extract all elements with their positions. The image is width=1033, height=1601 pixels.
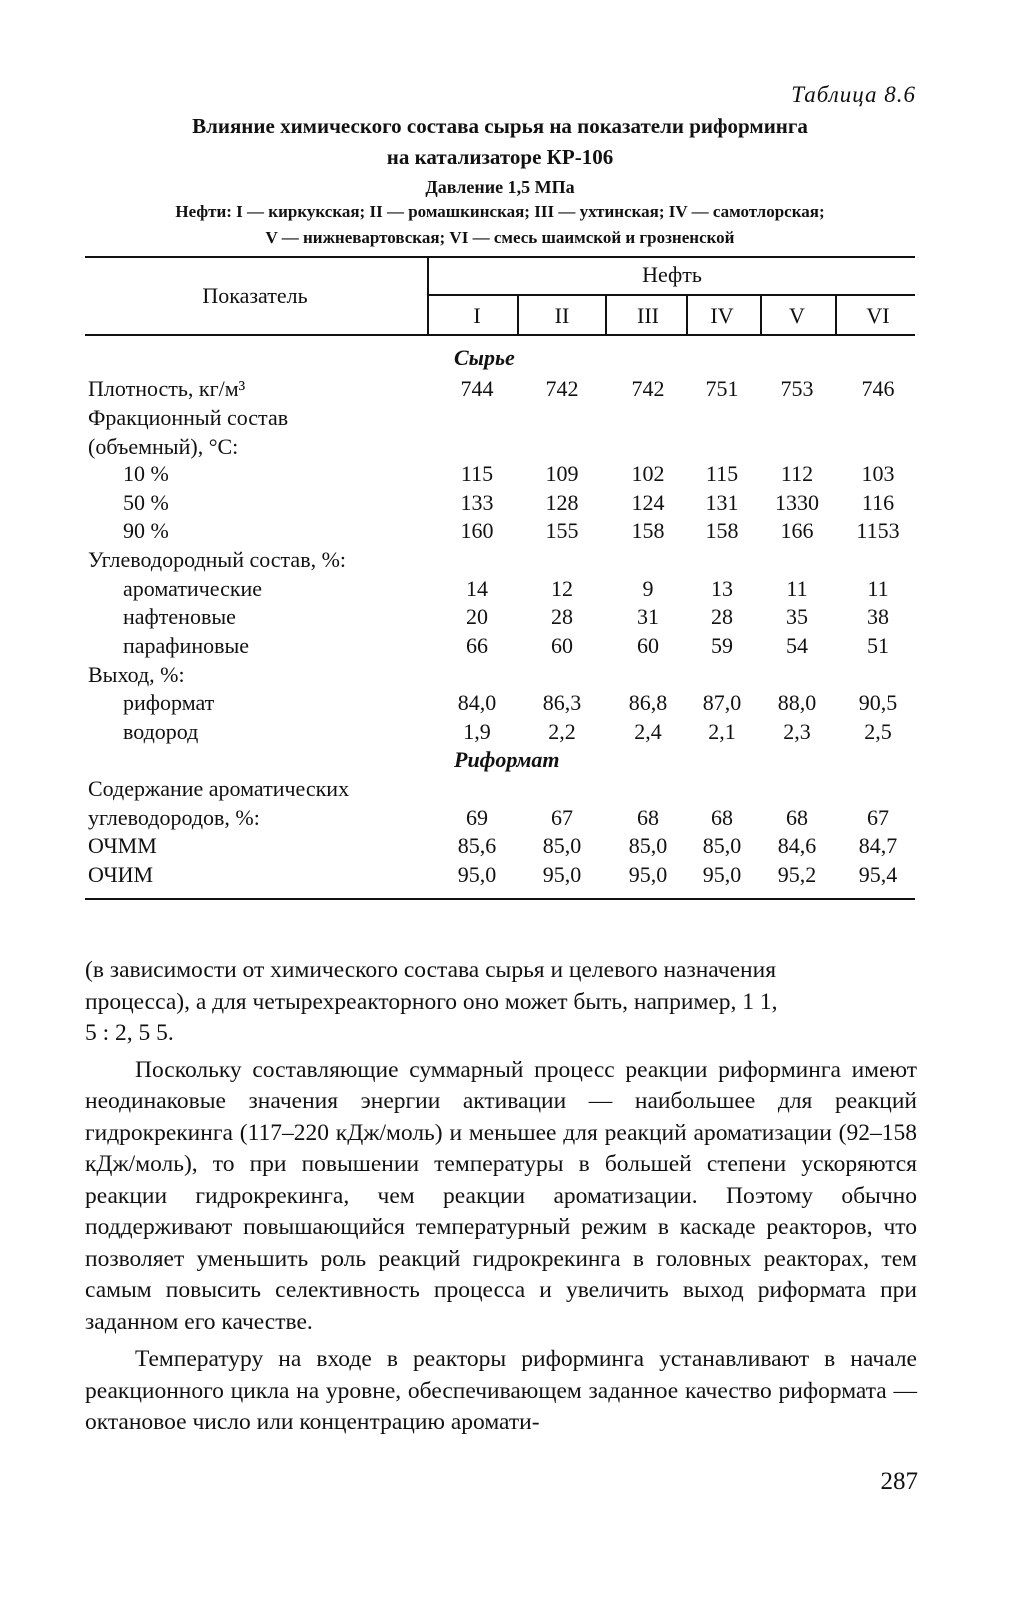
row-label: Фракционный состав <box>88 405 289 430</box>
table-cell: 95,0 <box>702 862 742 887</box>
table-cell: 86,8 <box>628 690 668 715</box>
table-cell: 2,5 <box>864 719 892 744</box>
table-cell: 51 <box>867 633 889 658</box>
table-cell: 1153 <box>856 518 900 543</box>
table-cell: 2,2 <box>548 719 576 744</box>
table-subtitle: Давление 1,5 МПа <box>425 177 575 197</box>
table-cell: 2,3 <box>783 719 811 744</box>
section-feed: Сырье <box>454 345 515 370</box>
column-divider <box>605 294 607 336</box>
row-label: 90 % <box>123 518 169 543</box>
table-cell: 166 <box>780 518 814 543</box>
table-cell: 112 <box>780 461 814 486</box>
table-cell: 751 <box>705 376 739 401</box>
table-cell: 13 <box>711 576 733 601</box>
table-cell: 69 <box>466 805 488 830</box>
column-header: I <box>473 303 481 328</box>
paragraph-1-line-3: 5 : 2, 5 5. <box>85 1020 174 1046</box>
table-bottom-rule <box>85 898 915 900</box>
table-cell: 746 <box>861 376 895 401</box>
paragraph-1-line-2: процесса), а для четырехреакторного оно может быть, например, 1 1, <box>85 988 778 1015</box>
table-title-line2: на катализаторе КР-106 <box>386 145 614 169</box>
row-label: ОЧИМ <box>88 862 154 887</box>
table-cell: 103 <box>861 461 895 486</box>
header-bottom-rule <box>85 334 915 336</box>
table-cell: 68 <box>711 805 733 830</box>
column-header: V <box>789 303 805 328</box>
row-label: риформат <box>123 690 215 715</box>
table-cell: 85,0 <box>702 833 742 858</box>
header-oil: Нефть <box>642 262 702 287</box>
table-cell: 38 <box>867 604 889 629</box>
row-label: Плотность, кг/м³ <box>88 376 246 401</box>
table-cell: 95,0 <box>542 862 582 887</box>
table-cell: 68 <box>637 805 659 830</box>
row-label: углеводородов, %: <box>88 805 260 830</box>
body-text <box>85 955 917 1439</box>
paragraph-1-line-1: (в зависимости от химического состава сырья и целевого назначения <box>85 957 777 983</box>
table-cell: 20 <box>466 604 488 629</box>
header-indicator: Показатель <box>202 283 308 308</box>
table-cell: 11 <box>786 576 808 601</box>
table-cell: 60 <box>551 633 573 658</box>
table-cell: 66 <box>466 633 488 658</box>
column-header: III <box>637 303 659 328</box>
table-cell: 116 <box>861 490 895 515</box>
table-cell: 742 <box>545 376 579 401</box>
row-label: (объемный), °C: <box>88 434 239 459</box>
row-label: Выход, %: <box>88 662 185 687</box>
table-note-line2: V — нижневартовская; VI — смесь шаимской и грозненской <box>265 228 735 247</box>
table-cell: 60 <box>637 633 659 658</box>
row-label: Содержание ароматических <box>88 776 350 801</box>
row-label: ОЧММ <box>88 833 157 858</box>
table-top-rule <box>85 256 915 258</box>
table-cell: 68 <box>786 805 808 830</box>
row-label: Углеводородный состав, %: <box>88 547 347 572</box>
table-cell: 67 <box>551 805 573 830</box>
table-cell: 95,4 <box>858 862 898 887</box>
table-note-line1: Нефти: I — киркукская; II — ромашкинская; III — ухтинская; IV — самотлорская; <box>175 202 825 221</box>
table-cell: 14 <box>466 576 488 601</box>
table-cell: 90,5 <box>858 690 898 715</box>
table-cell: 85,0 <box>628 833 668 858</box>
table-cell: 744 <box>460 376 494 401</box>
table-cell: 2,1 <box>708 719 736 744</box>
table-cell: 95,0 <box>457 862 497 887</box>
table-cell: 31 <box>637 604 659 629</box>
table-cell: 12 <box>551 576 573 601</box>
table-cell: 1330 <box>775 490 819 515</box>
table-cell: 54 <box>786 633 808 658</box>
table-cell: 95,0 <box>628 862 668 887</box>
page-number: 287 <box>880 1468 918 1495</box>
table-cell: 158 <box>705 518 739 543</box>
table-title-line1: Влияние химического состава сырья на показатели риформинга <box>192 114 808 138</box>
table-cell: 115 <box>705 461 739 486</box>
table-cell: 85,0 <box>542 833 582 858</box>
section-reformate: Риформат <box>454 747 560 772</box>
table-cell: 158 <box>631 518 665 543</box>
column-header: IV <box>710 303 734 328</box>
row-label: водород <box>123 719 199 744</box>
table-cell: 95,2 <box>777 862 817 887</box>
table-cell: 753 <box>780 376 814 401</box>
table-cell: 87,0 <box>702 690 742 715</box>
table-cell: 67 <box>867 805 889 830</box>
table-cell: 115 <box>460 461 494 486</box>
table-cell: 84,6 <box>777 833 817 858</box>
row-label: 50 % <box>123 490 169 515</box>
table-cell: 742 <box>631 376 665 401</box>
table-cell: 28 <box>551 604 573 629</box>
row-label: нафтеновые <box>123 604 236 629</box>
column-header: VI <box>866 303 890 328</box>
table-cell: 85,6 <box>457 833 497 858</box>
paragraph-3: Температуру на входе в реакторы риформинга устанавливают в начале реакционного цикла на уровне, обеспечивающем заданное качество риформата — октановое число или концентрацию аромати- <box>85 1346 917 1435</box>
table-cell: 155 <box>545 518 579 543</box>
table-cell: 109 <box>545 461 579 486</box>
table-cell: 131 <box>705 490 739 515</box>
table-cell: 2,4 <box>634 719 662 744</box>
table-cell: 86,3 <box>542 690 582 715</box>
table-cell: 1,9 <box>463 719 491 744</box>
column-divider <box>517 294 519 336</box>
row-label: ароматические <box>123 576 263 601</box>
paragraph-2: Поскольку составляющие суммарный процесс реакции риформинга имеют неодинаковые значения энергии активации — наибольшее для реакций гидрокрекинга (117–220 кДж/моль) и меньшее для реакций ароматизации (92–158 кДж/моль), то при повышении температуры в большей степени ускоряются реакции гидрокрекинга, чем реакции ароматизации. Поэтому обычно поддерживают повышающийся температурный режим в каскаде реакторов, что позволяет уменьшить роль реакций гидрокрекинга в головных реакторах, тем самым повысить селективность процесса и увеличить выход риформата при заданном его качестве. <box>85 1056 917 1335</box>
table-cell: 102 <box>631 461 665 486</box>
row-label: 10 % <box>123 461 169 486</box>
table-cell: 84,0 <box>457 690 497 715</box>
table-cell: 11 <box>867 576 889 601</box>
table-cell: 160 <box>460 518 494 543</box>
table-cell: 59 <box>711 633 733 658</box>
column-header: II <box>554 303 570 328</box>
table-cell: 84,7 <box>858 833 898 858</box>
row-label: парафиновые <box>123 633 250 658</box>
table-cell: 28 <box>711 604 733 629</box>
table-cell: 35 <box>786 604 808 629</box>
table-cell: 128 <box>545 490 579 515</box>
table-cell: 88,0 <box>777 690 817 715</box>
table-cell: 9 <box>642 576 654 601</box>
header-mid-rule <box>427 294 915 296</box>
table-cell: 124 <box>631 490 665 515</box>
table-cell: 133 <box>460 490 494 515</box>
table-caption: Таблица 8.6 <box>791 82 916 107</box>
